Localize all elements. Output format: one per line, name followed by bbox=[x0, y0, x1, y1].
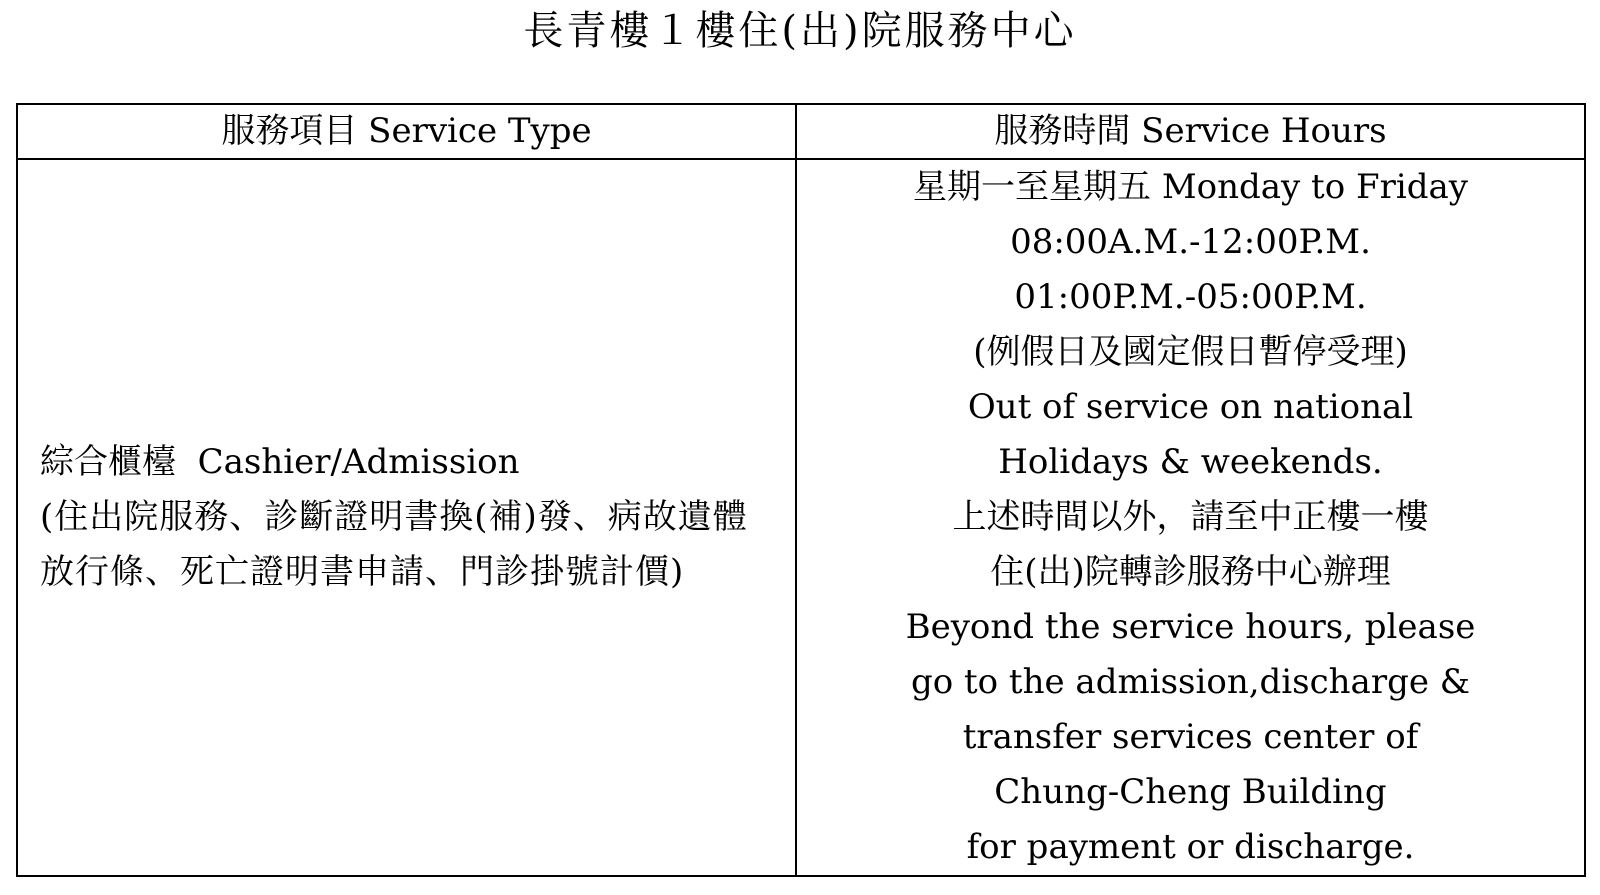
header-service-hours: 服務時間 Service Hours bbox=[796, 104, 1585, 159]
header-service-type: 服務項目 Service Type bbox=[17, 104, 796, 159]
page-title: 長青樓１樓住(出)院服務中心 bbox=[523, 8, 1077, 54]
hours-line: transfer services center of bbox=[962, 717, 1419, 757]
hours-line: 01:00P.M.-05:00P.M. bbox=[1014, 277, 1367, 317]
service-hours-cell bbox=[796, 159, 1585, 876]
hours-line: 上述時間以外，請至中正樓一樓 bbox=[952, 497, 1429, 537]
hours-line: for payment or discharge. bbox=[966, 827, 1415, 867]
hours-line: Beyond the service hours, please bbox=[905, 607, 1476, 647]
table-row bbox=[17, 159, 1585, 876]
hours-line: Chung-Cheng Building bbox=[994, 772, 1387, 812]
hours-line: go to the admission,discharge & bbox=[910, 662, 1471, 702]
table-header-row bbox=[17, 104, 1585, 159]
hours-line: 住(出)院轉診服務中心辦理 bbox=[990, 552, 1391, 592]
service-type-cell bbox=[17, 159, 796, 876]
service-hours-table bbox=[16, 103, 1586, 877]
hours-line: Out of service on national bbox=[967, 387, 1414, 427]
hours-line: (例假日及國定假日暫停受理) bbox=[973, 332, 1408, 372]
hours-line: 08:00A.M.-12:00P.M. bbox=[1010, 222, 1371, 262]
service-detail: (住出院服務、診斷證明書換(補)發、病故遺體放行條、死亡證明書申請、門診掛號計價) bbox=[40, 497, 748, 592]
hours-line: Holidays & weekends. bbox=[998, 442, 1383, 482]
hours-line: 星期一至星期五 Monday to Friday bbox=[913, 167, 1468, 207]
service-name: 綜合櫃檯 Cashier/Admission bbox=[40, 442, 520, 482]
